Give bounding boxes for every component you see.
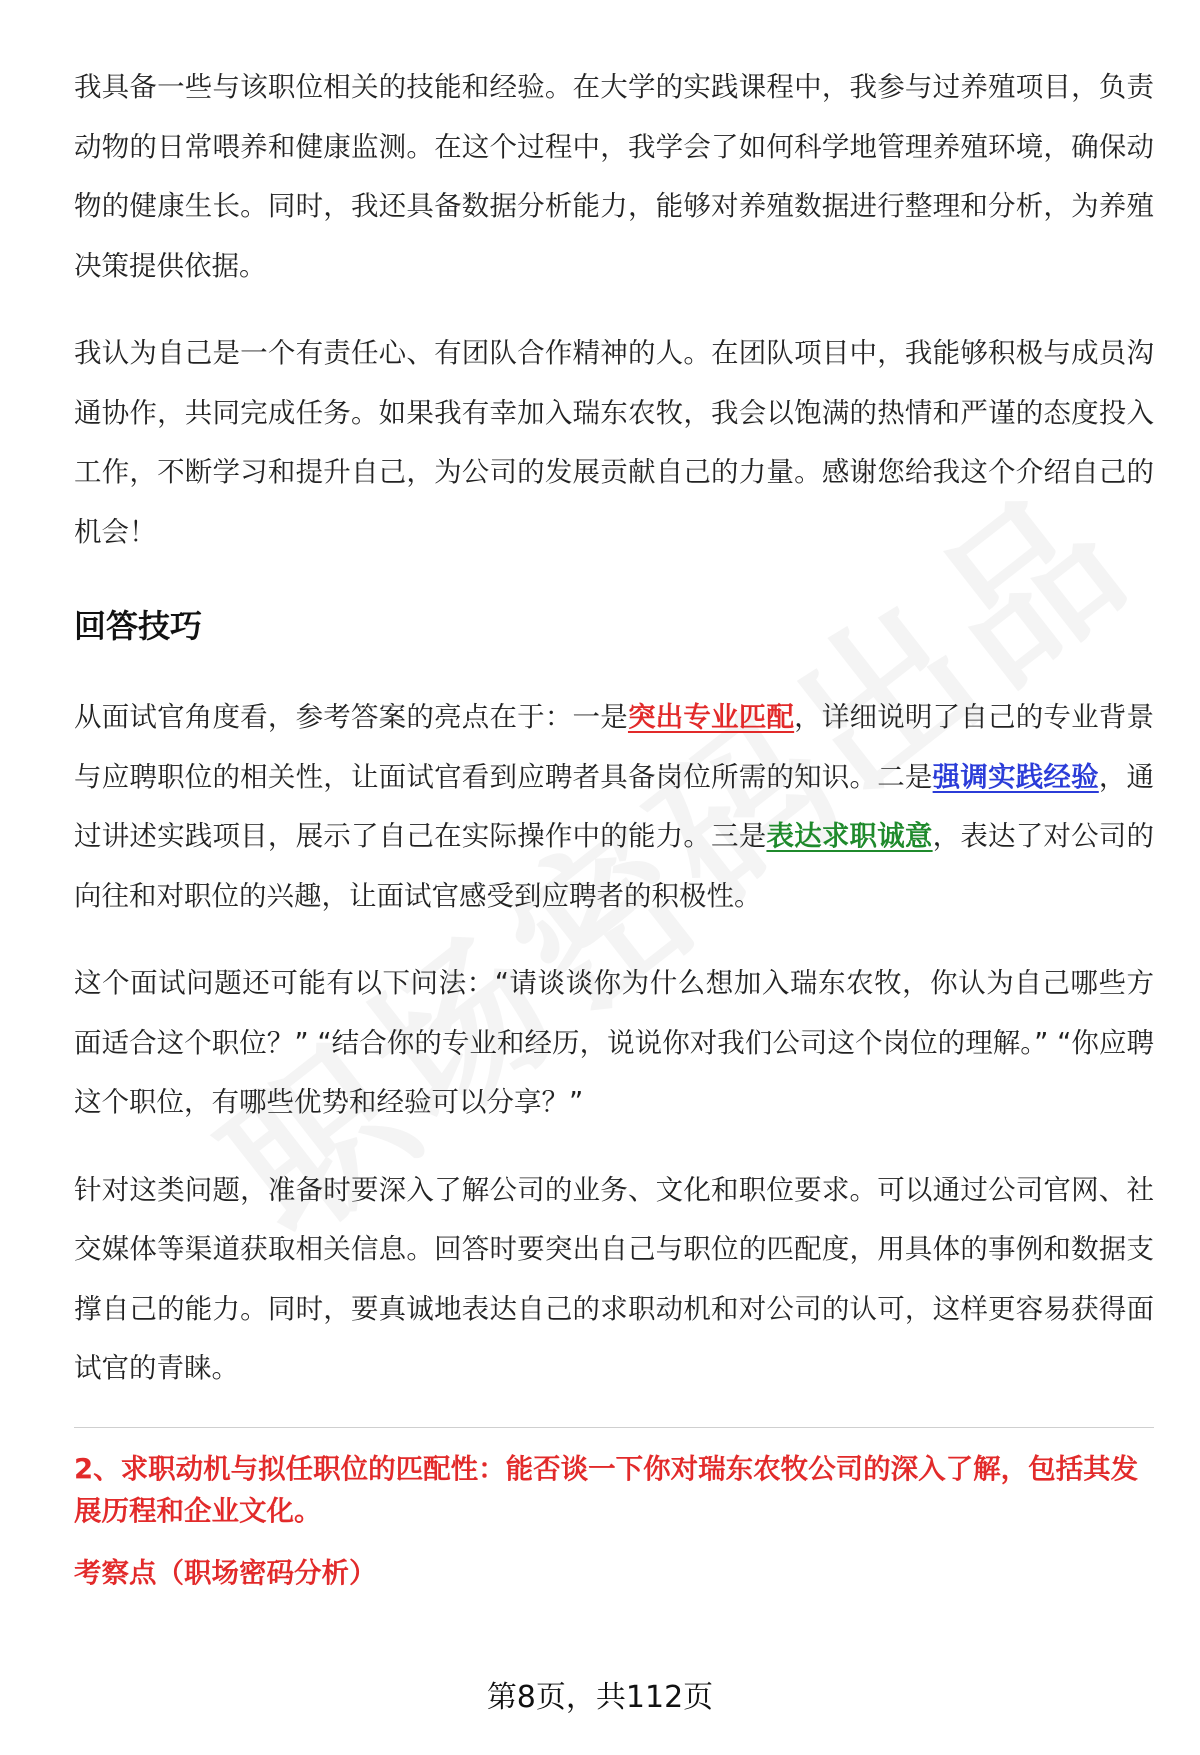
- page-number-footer: 第8页，共112页: [486, 1680, 714, 1715]
- tips-text-4: ，表达了对公司的向往和对职位的兴趣，让面试官感受到应聘者的积极性。: [74, 820, 1155, 912]
- tips-paragraph-preparation: 针对这类问题，准备时要深入了解公司的业务、文化和职位要求。可以通过公司官网、社交媒体等渠道获取相关信息。回答时要突出自己与职位的匹配度，用具体的事例和数据支撑自己的能力。同时，要真诚地表达自己的求职动机和对公司的认可，这样更容易获得面试官的青睐。: [74, 1173, 1154, 1384]
- highlight-sincerity: 表达求职诚意: [766, 820, 933, 852]
- section-divider: [74, 1427, 1154, 1428]
- answer-paragraph-skills: 我具备一些与该职位相关的技能和经验。在大学的实践课程中，我参与过养殖项目，负责动物的日常喂养和健康监测。在这个过程中，我学会了如何科学地管理养殖环境，确保动物的健康生长。同时，我还具备数据分析能力，能够对养殖数据进行整理和分析，为养殖决策提供依据。: [74, 71, 1154, 282]
- tips-text-3: ，通过讲述实践项目，展示了自己在实际操作中的能力。三是: [74, 760, 1155, 852]
- page-content: [74, 58, 1154, 1594]
- tips-text-2: ，详细说明了自己的专业背景与应聘职位的相关性，让面试官看到应聘者具备岗位所需的知识。二是: [74, 701, 1155, 793]
- section-title: 回答技巧: [74, 607, 203, 645]
- assessment-point-heading: 考察点（职场密码分析）: [74, 1556, 377, 1589]
- next-question: 2、求职动机与拟任职位的匹配性：能否谈一下你对瑞东农牧公司的深入了解，包括其发展历程和企业文化。: [74, 1452, 1139, 1527]
- tips-paragraph-variants: 这个面试问题还可能有以下问法：“请谈谈你为什么想加入瑞东农牧，你认为自己哪些方面适合这个职位？” “结合你的专业和经历，说说你对我们公司这个岗位的理解。” “你应聘这个职位，有哪些优势和经验可以分享？”: [74, 967, 1154, 1118]
- highlight-professional-match: 突出专业匹配: [627, 701, 795, 733]
- tips-text-1: 从面试官角度看，参考答案的亮点在于：一是: [74, 701, 628, 733]
- answer-paragraph-personality: 我认为自己是一个有责任心、有团队合作精神的人。在团队项目中，我能够积极与成员沟通协作，共同完成任务。如果我有幸加入瑞东农牧，我会以饱满的热情和严谨的态度投入工作，不断学习和提升自己，为公司的发展贡献自己的力量。感谢您给我这个介绍自己的机会！: [74, 337, 1154, 548]
- highlight-practical-experience: 强调实践经验: [932, 760, 1099, 793]
- tips-paragraph-highlights: [74, 688, 1154, 926]
